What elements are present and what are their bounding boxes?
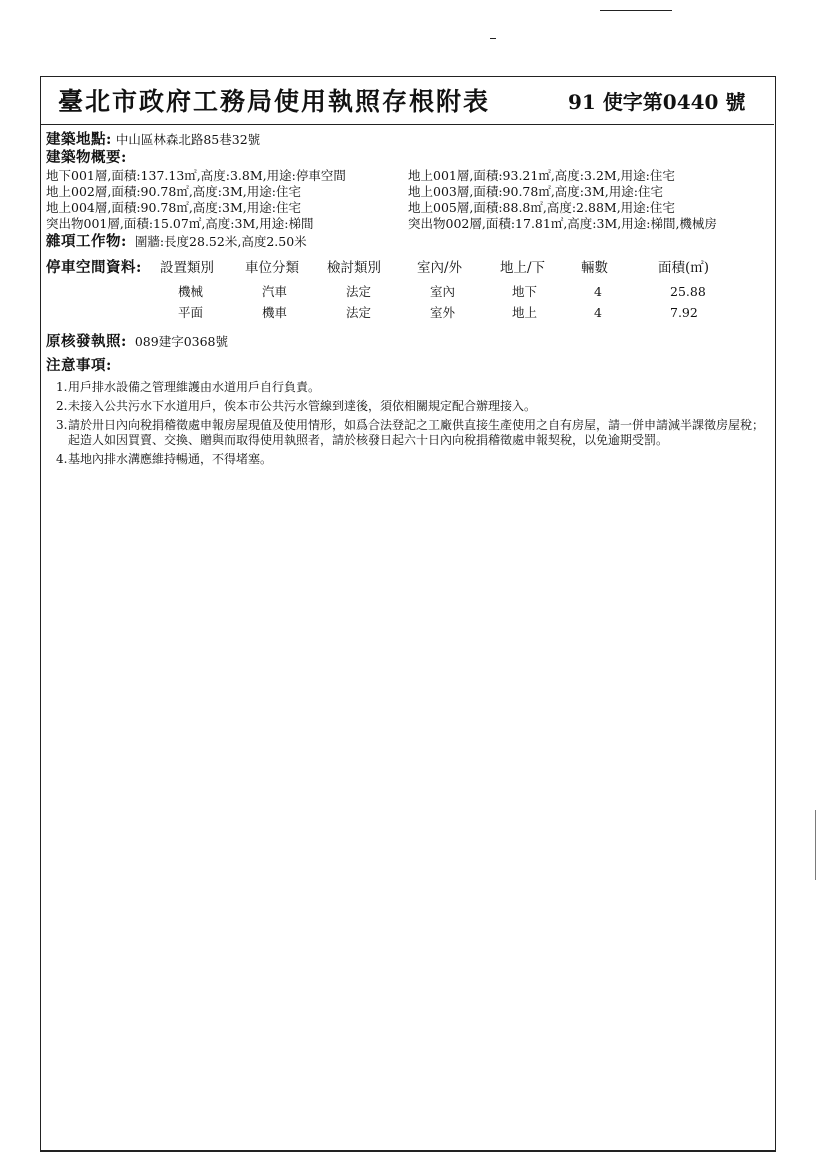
floor-entry: 突出物002層,面積:17.81㎡,高度:3M,用途:梯間,機械房: [408, 216, 717, 231]
misc-work-row: [46, 232, 768, 256]
note-text: 未接入公共污水下水道用戶，俟本市公共污水管線到達後，須依相關規定配合辦理接入。: [68, 399, 537, 413]
misc-work-label: 雜項工作物:: [46, 233, 127, 250]
floor-entry: 地下001層,面積:137.13㎡,高度:3.8M,用途:停車空間: [46, 168, 346, 183]
summary-label: 建築物概要:: [46, 149, 127, 166]
note-number: 2.: [56, 399, 68, 413]
note-text: 請於卅日內向稅捐稽徵處申報房屋現值及使用情形，如爲合法登記之工廠供直接生產使用之自有房屋，請一併申請減半課徵房屋稅；起造人如因買賣、交換、贈與而取得使用執照者，請於核發日起六十日內向稅捐稽徵處申報契稅，以免逾期受罰。: [68, 418, 765, 447]
table-cell: 汽車: [262, 284, 288, 299]
floor-row: [46, 184, 768, 200]
note-number: 3.: [56, 418, 68, 432]
table-cell: 25.88: [670, 284, 706, 299]
floor-entry: 地上004層,面積:90.78㎡,高度:3M,用途:住宅: [46, 200, 301, 215]
floor-entry: 地上002層,面積:90.78㎡,高度:3M,用途:住宅: [46, 184, 301, 199]
table-row: [46, 284, 768, 305]
parking-col-header: 地上/下: [500, 260, 546, 276]
list-item: [46, 418, 768, 448]
table-cell: 機械: [178, 284, 204, 299]
parking-col-header: 車位分類: [245, 260, 299, 276]
original-permit-value: 089建字0368號: [134, 334, 229, 349]
floor-entry: 地上001層,面積:93.21㎡,高度:3.2M,用途:住宅: [408, 168, 675, 183]
note-number: 1.: [56, 380, 68, 394]
table-cell: 法定: [346, 305, 372, 320]
parking-col-header: 檢討類別: [327, 260, 381, 276]
site-row: [46, 132, 768, 150]
floor-entry: 地上003層,面積:90.78㎡,高度:3M,用途:住宅: [408, 184, 663, 199]
notes-label-row: [46, 358, 768, 378]
parking-header-row: [46, 260, 768, 282]
parking-col-header: 設置類別: [160, 260, 214, 276]
note-number: 4.: [56, 452, 68, 466]
table-cell: 地下: [512, 284, 538, 299]
parking-label: 停車空間資料:: [46, 259, 142, 276]
table-cell: 室外: [430, 305, 456, 320]
document-title: 臺北市政府工務局使用執照存根附表: [58, 87, 491, 116]
original-permit-label: 原核發執照:: [46, 333, 127, 350]
table-row: [46, 305, 768, 326]
table-cell: 室內: [430, 284, 456, 299]
parking-col-header: 室內/外: [417, 260, 463, 276]
table-cell: 平面: [178, 305, 204, 320]
site-value: 中山區林森北路85巷32號: [115, 132, 261, 147]
title-row: [40, 76, 774, 125]
table-cell: 機車: [262, 305, 288, 320]
table-cell: 法定: [346, 284, 372, 299]
floor-entry: 突出物001層,面積:15.07㎡,高度:3M,用途:梯間: [46, 216, 314, 231]
floor-entry: 地上005層,面積:88.8㎡,高度:2.88M,用途:住宅: [408, 200, 675, 215]
list-item: [46, 380, 768, 395]
table-cell: 4: [594, 305, 602, 320]
permit-number: 91 使字第0440 號: [568, 90, 746, 114]
notes-list: [46, 380, 768, 467]
document-body: [46, 132, 768, 471]
notes-label: 注意事項:: [46, 357, 112, 374]
site-label: 建築地點:: [46, 131, 112, 148]
scan-mark: [490, 38, 496, 39]
table-cell: 7.92: [670, 305, 698, 320]
scan-mark: [600, 10, 672, 11]
summary-label-row: [46, 150, 768, 168]
floor-row: [46, 216, 768, 232]
list-item: [46, 452, 768, 467]
list-item: [46, 399, 768, 414]
floor-row: [46, 200, 768, 216]
scan-mark: [815, 810, 816, 880]
original-permit-row: [46, 334, 768, 354]
misc-work-value: 圍牆:長度28.52米,高度2.50米: [134, 234, 307, 249]
bottom-border: [40, 1150, 776, 1152]
parking-col-header: 輛數: [581, 260, 608, 276]
note-text: 基地內排水溝應維持暢通，不得堵塞。: [68, 452, 273, 466]
floor-row: [46, 168, 768, 184]
parking-col-header: 面積(㎡): [658, 260, 710, 276]
table-cell: 地上: [512, 305, 538, 320]
table-cell: 4: [594, 284, 602, 299]
note-text: 用戶排水設備之管理維護由水道用戶自行負責。: [68, 380, 321, 394]
